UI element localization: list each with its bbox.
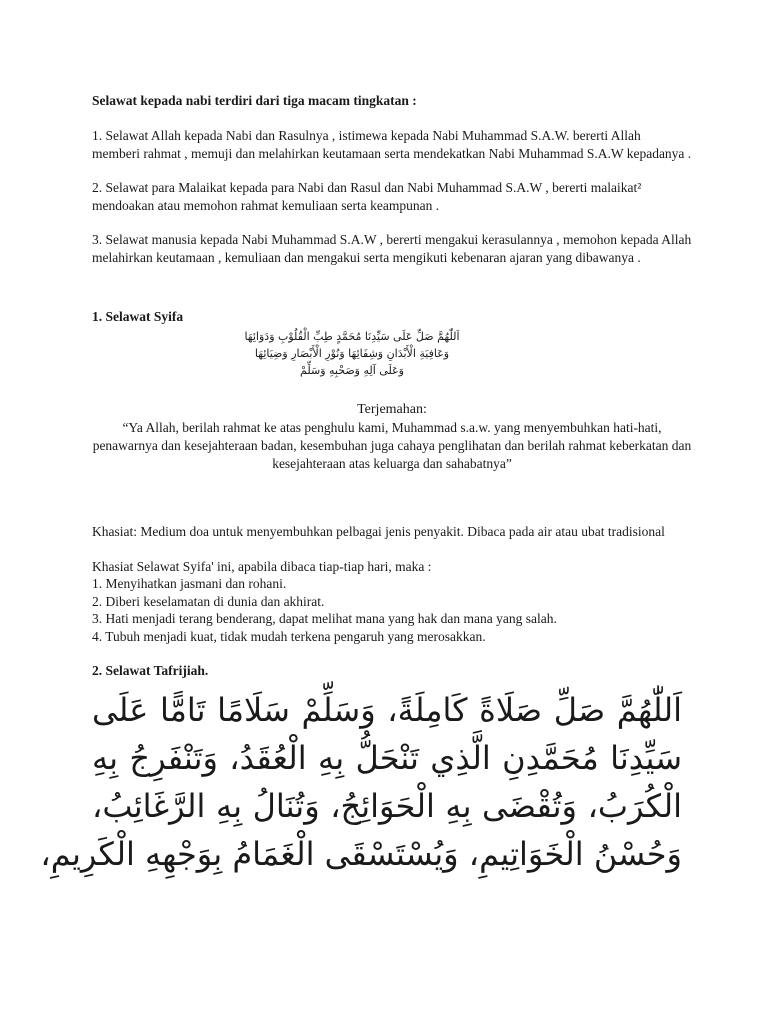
selawat-tafrijiah-arabic xyxy=(40,686,682,878)
translation-label: Terjemahan: xyxy=(357,402,427,417)
selawat-syifa-title: 1. Selawat Syifa xyxy=(92,309,184,324)
selawat-tafrijiah-title: 2. Selawat Tafrijiah. xyxy=(92,663,209,678)
khasiat-intro: Khasiat Selawat Syifa' ini, apabila dibaca tiap-tiap hari, maka : xyxy=(92,558,432,574)
level-3-paragraph: 3. Selawat manusia kepada Nabi Muhammad S.A.W , bererti mengakui kerasulannya , memohon kepada Allah melahirkan keutamaan , kemuliaan dan mengakui serta mengikuti kebenaran ajaran yang dibawanya . xyxy=(92,232,692,265)
level-2-paragraph: 2. Selawat para Malaikat kepada para Nabi dan Rasul dan Nabi Muhammad S.A.W , bererti malaikat² mendoakan atau memohon rahmat kemuliaan serta keampunan . xyxy=(92,180,642,213)
syifa-arabic-line-2: وَعَافِيَةِ الْأَبْدَانِ وَشِفَائِهَا وَنُوْرِ الْأَبْصَارِ وَضِيَائِهَا xyxy=(254,347,450,360)
syifa-arabic-line-3: وَعَلَى آلِهِ وَصَحْبِهِ وَسَلِّمْ xyxy=(300,364,404,377)
selawat-syifa-arabic xyxy=(92,328,692,379)
translation-text: “Ya Allah, berilah rahmat ke atas penghulu kami, Muhammad s.a.w. yang menyembuhkan hati-hati, penawarnya dan kesejahteraan badan, kesembuhan juga cahaya penglihatan dan berilah rahmat keberkatan dan kesejahteraan atas keluarga dan sahabatnya” xyxy=(92,420,692,471)
syifa-arabic-line-1: اَللّٰهُمَّ صَلِّ عَلَى سَيِّدِنَا مُحَمَّدٍ طِبِّ الْقُلُوْبِ وَدَوَائِهَا xyxy=(244,330,460,343)
benefit-item-2: 2. Diberi keselamatan di dunia dan akhirat. xyxy=(92,593,325,609)
tafrijiah-arabic-line-1: اَللّٰهُمَّ صَلِّ صَلَاةً كَامِلَةً، وَسَلِّمْ سَلَامًا تَامًّا عَلَى xyxy=(92,691,682,729)
tafrijiah-arabic-line-3: الْكُرَبُ، وَتُقْضَى بِهِ الْحَوَائِجُ، وَتُنَالُ بِهِ الرَّغَائِبُ، xyxy=(92,787,682,825)
tafrijiah-arabic-line-4: وَحُسْنُ الْخَوَاتِيمِ، وَيُسْتَسْقَى الْغَمَامُ بِوَجْهِهِ الْكَرِيمِ، xyxy=(40,835,682,873)
khasiat-text: Khasiat: Medium doa untuk menyembuhkan pelbagai jenis penyakit. Dibaca pada air atau ubat tradisional xyxy=(92,524,665,539)
level-1-paragraph: 1. Selawat Allah kepada Nabi dan Rasulnya , istimewa kepada Nabi Muhammad S.A.W. bererti Allah memberi rahmat , memuji dan melahirkan keutamaan serta mendekatkan Nabi Muhammad S.A.W kepadanya . xyxy=(92,128,692,161)
document-heading: Selawat kepada nabi terdiri dari tiga macam tingkatan : xyxy=(92,93,417,108)
benefit-item-1: 1. Menyihatkan jasmani dan rohani. xyxy=(92,576,287,591)
benefit-item-4: 4. Tubuh menjadi kuat, tidak mudah terkena pengaruh yang merosakkan. xyxy=(92,628,486,644)
document-page xyxy=(40,92,692,878)
tafrijiah-arabic-line-2: سَيِّدِنَا مُحَمَّدِنِ الَّذِي تَنْحَلُّ بِهِ الْعُقَدُ، وَتَنْفَرِجُ بِهِ xyxy=(92,739,682,777)
benefit-item-3: 3. Hati menjadi terang benderang, dapat melihat mana yang hak dan mana yang salah. xyxy=(92,611,557,626)
